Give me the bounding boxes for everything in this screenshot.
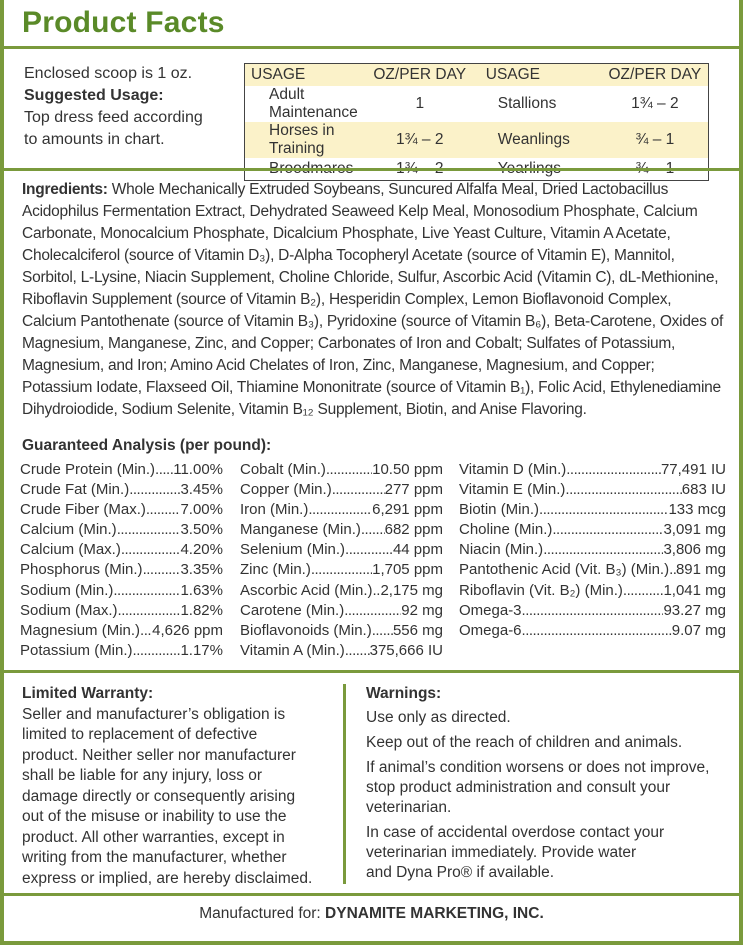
ingredients-text: Whole Mechanically Extruded Soybeans, Suncured Alfalfa Meal, Dried Lactobacillus Acidophilus Fermentation Extract, Dehydrated Seaweed Kelp Meal, Monosodium Phosphate, Calcium Carbonate, Monocalcium Phosphate, Dicalcium Phosphate, Live Yeast Culture, Vitamin A Acetate, Cholecalciferol (source of Vitamin D₃), D-Alpha Tocopheryl Acetate (source of Vitamin E), Mannitol, Sorbitol, L-Lysine, Niacin Supplement, Choline Chloride, Sulfur, Ascorbic Acid (Vitamin C), dL-Methionine, Riboflavin Supplement (source of Vitamin B₂), Hesperidin Complex, Lemon Bioflavonoid Complex, Calcium Pantothenate (source of Vitamin B₃), Pyridoxine (source of Vitamin B₆), Beta-Carotene, Oxides of Magnesium, Manganese, Zinc, and Copper; Carbonates of Iron and Cobalt; Sulfates of Potassium, Magnesium, and Iron; Amino Acid Chelates of Iron, Zinc, Manganese, Magnesium, and Copper; Potassium Iodate, Flaxseed Oil, Thiamine Mononitrate (source of Vitamin B₁), Folic Acid, Ethylenediamine Dihydroiodide, Sodium Selenite, Vitamin B₁₂ Supplement, Biotin, and Anise Flavoring. (22, 181, 724, 418)
leader-dots (140, 621, 152, 641)
analysis-value: 3.35% (180, 561, 223, 579)
analysis-row (459, 460, 726, 480)
analysis-row (240, 641, 443, 661)
analysis-label: Magnesium (Min.) (20, 621, 141, 639)
analysis-label: Sodium (Max.) (20, 601, 118, 619)
leader-dots (522, 601, 664, 621)
intro-block (24, 63, 203, 151)
warranty-line: express or implied, are hereby disclaimed. (22, 869, 313, 887)
analysis-value: 9.07 mg (671, 621, 726, 639)
leader-dots (143, 560, 181, 580)
analysis-value: 2,175 mg (380, 581, 443, 599)
warranty-block (22, 684, 322, 889)
analysis-label: Vitamin E (Min.) (459, 481, 566, 499)
analysis-row (459, 540, 726, 560)
warning-item (366, 823, 726, 883)
leader-dots (539, 500, 668, 520)
leader-dots (623, 581, 664, 601)
warning-line: and Dyna Pro® if available. (366, 864, 555, 881)
ingredients-label: Ingredients: (22, 181, 108, 198)
analysis-label: Ascorbic Acid (Min.) (240, 581, 373, 599)
analysis-value: 682 ppm (384, 521, 443, 539)
analysis-label: Crude Protein (Min.) (20, 461, 156, 478)
analysis-label: Pantothenic Acid (Vit. B₃) (Min.) (459, 561, 670, 579)
leader-dots (361, 520, 385, 540)
usage-row (245, 86, 709, 122)
leader-dots (372, 621, 393, 641)
leader-dots (146, 500, 181, 520)
analysis-column-2 (240, 460, 443, 661)
analysis-value: 4.20% (180, 541, 223, 559)
leader-dots (522, 621, 672, 641)
warranty-text (22, 705, 322, 890)
analysis-label: Iron (Min.) (240, 501, 309, 519)
analysis-value: 92 mg (401, 601, 443, 619)
warranty-line: damage directly or consequently arising (22, 787, 296, 805)
usage-cell: Horses in Training (269, 122, 335, 157)
analysis-row (459, 601, 726, 621)
analysis-row (459, 500, 726, 520)
analysis-value: 277 ppm (384, 481, 443, 499)
warranty-line: writing from the manufacturer, whether (22, 849, 287, 866)
leader-dots (332, 480, 385, 500)
warning-line: If animal’s condition worsens or does not improve, (366, 759, 710, 776)
analysis-label: Choline (Min.) (459, 521, 553, 539)
footer-divider (0, 893, 743, 896)
leader-dots (543, 540, 663, 560)
analysis-value: 93.27 mg (663, 601, 726, 619)
analysis-row (459, 520, 726, 540)
usage-cell: 1¾ – 2 (396, 131, 444, 148)
warning-line: veterinarian. (366, 799, 452, 816)
analysis-row (20, 641, 223, 661)
leader-dots (308, 500, 372, 520)
analysis-value: 3,091 mg (663, 521, 726, 539)
analysis-row (459, 581, 726, 601)
usage-header-row (245, 64, 709, 87)
analysis-row (240, 480, 443, 500)
analysis-column-1 (20, 460, 223, 661)
analysis-value: 77,491 IU (660, 461, 726, 478)
analysis-label: Niacin (Min.) (459, 541, 544, 559)
analysis-divider (0, 670, 743, 673)
usage-header: USAGE (251, 66, 306, 83)
warnings-heading: Warnings: (366, 685, 442, 702)
analysis-value: 3.50% (180, 521, 223, 539)
analysis-label: Selenium (Min.) (240, 541, 346, 559)
analysis-row (20, 540, 223, 560)
leader-dots (669, 560, 676, 580)
usage-header: OZ/PER DAY (608, 66, 702, 83)
analysis-label: Omega-3 (459, 601, 522, 619)
analysis-row (240, 601, 443, 621)
warning-line: Keep out of the reach of children and animals. (366, 734, 683, 751)
leader-dots (113, 581, 180, 601)
analysis-row (20, 621, 223, 641)
leader-dots (552, 520, 663, 540)
analysis-value: 1.63% (180, 581, 223, 599)
analysis-label: Calcium (Max.) (20, 541, 121, 559)
analysis-label: Manganese (Min.) (240, 521, 361, 539)
analysis-value: 10.50 ppm (372, 461, 443, 478)
ingredients-paragraph (22, 179, 727, 421)
suggested-usage-line-1: Top dress feed according (24, 109, 203, 126)
warranty-line: out of the misuse or inability to use the (22, 808, 287, 825)
analysis-label: Bioflavonoids (Min.) (240, 621, 372, 639)
page-title: Product Facts (22, 6, 225, 39)
leader-dots (566, 460, 661, 480)
analysis-row (459, 560, 726, 580)
footer-company: DYNAMITE MARKETING, INC. (325, 905, 544, 922)
usage-divider (0, 168, 743, 171)
warning-line: In case of accidental overdose contact your (366, 824, 665, 841)
analysis-title: Guaranteed Analysis (per pound): (22, 437, 272, 454)
analysis-label: Carotene (Min.) (240, 601, 345, 619)
analysis-row (240, 621, 443, 641)
leader-dots (311, 560, 372, 580)
analysis-column-3 (459, 460, 726, 641)
warnings-block (366, 684, 726, 888)
warning-item (366, 733, 726, 753)
analysis-row (459, 480, 726, 500)
analysis-label: Copper (Min.) (240, 481, 332, 499)
usage-cell: 1 (415, 95, 425, 112)
leader-dots (129, 480, 180, 500)
warning-item (366, 708, 726, 728)
leader-dots (121, 540, 181, 560)
footer-prefix: Manufactured for: (199, 905, 321, 922)
analysis-value: 556 mg (392, 621, 443, 639)
analysis-value: 375,666 IU (369, 641, 443, 659)
warranty-line: Seller and manufacturer’s obligation is (22, 705, 286, 723)
analysis-row (20, 581, 223, 601)
leader-dots (133, 641, 181, 661)
analysis-label: Vitamin D (Min.) (459, 461, 567, 478)
analysis-label: Phosphorus (Min.) (20, 561, 143, 579)
analysis-value: 1,041 mg (663, 581, 726, 599)
title-divider (0, 46, 743, 49)
analysis-value: 3,806 mg (663, 541, 726, 559)
analysis-row (20, 560, 223, 580)
analysis-row (20, 601, 223, 621)
leader-dots (118, 601, 181, 621)
analysis-value: 44 ppm (392, 541, 443, 559)
analysis-label: Calcium (Min.) (20, 521, 117, 539)
analysis-row (240, 581, 443, 601)
analysis-label: Sodium (Min.) (20, 581, 114, 599)
analysis-value: 3.45% (180, 481, 223, 499)
analysis-label: Cobalt (Min.) (240, 461, 326, 478)
analysis-value: 1.17% (180, 641, 223, 659)
analysis-value: 1,705 ppm (372, 561, 443, 579)
analysis-label: Zinc (Min.) (240, 561, 311, 579)
warranty-warnings-divider (343, 684, 346, 884)
analysis-label: Omega-6 (459, 621, 522, 639)
analysis-label: Potassium (Min.) (20, 641, 133, 659)
analysis-value: 11.00% (173, 461, 223, 478)
analysis-row (240, 500, 443, 520)
analysis-label: Biotin (Min.) (459, 501, 540, 519)
leader-dots (326, 460, 372, 480)
analysis-row (240, 540, 443, 560)
leader-dots (344, 601, 401, 621)
analysis-row (20, 460, 223, 480)
leader-dots (345, 540, 393, 560)
analysis-row (20, 480, 223, 500)
analysis-row (240, 460, 443, 480)
analysis-label: Crude Fiber (Max.) (20, 501, 146, 519)
warranty-line: product. Neither seller nor manufacturer (22, 746, 296, 764)
analysis-row (240, 520, 443, 540)
analysis-value: 7.00% (180, 501, 223, 519)
warranty-line: product. All other warranties, except in (22, 828, 285, 846)
usage-row (245, 122, 709, 158)
warranty-heading: Limited Warranty: (22, 685, 154, 702)
usage-cell: Adult Maintenance (269, 86, 358, 121)
leader-dots (345, 641, 370, 661)
usage-cell: Stallions (497, 95, 557, 112)
analysis-label: Vitamin A (Min.) (240, 641, 345, 659)
analysis-row (20, 500, 223, 520)
analysis-value: 683 IU (681, 481, 726, 499)
warnings-list (366, 708, 726, 883)
warning-line: veterinarian immediately. Provide water (366, 844, 637, 861)
warning-line: stop product administration and consult your (366, 779, 671, 796)
warranty-line: limited to replacement of defective (22, 726, 258, 743)
leader-dots (373, 581, 381, 601)
usage-cell: ¾ – 1 (635, 131, 675, 148)
footer (0, 905, 743, 923)
leader-dots (155, 460, 173, 480)
suggested-usage-heading: Suggested Usage: (24, 87, 164, 104)
usage-cell: 1¾ – 2 (631, 95, 679, 112)
usage-header: USAGE (485, 66, 541, 83)
leader-dots (117, 520, 181, 540)
warning-line: Use only as directed. (366, 709, 511, 726)
usage-header: OZ/PER DAY (373, 66, 467, 83)
warranty-line: shall be liable for any injury, loss or (22, 767, 263, 784)
usage-cell: Weanlings (497, 131, 570, 148)
warning-item (366, 758, 726, 818)
usage-table (244, 63, 709, 181)
analysis-row (459, 621, 726, 641)
analysis-label: Crude Fat (Min.) (20, 481, 130, 499)
analysis-value: 133 mcg (668, 501, 726, 519)
analysis-value: 6,291 ppm (372, 501, 443, 519)
analysis-value: 1.82% (180, 601, 223, 619)
suggested-usage-line-2: to amounts in chart. (24, 131, 165, 148)
analysis-value: 891 mg (675, 561, 726, 579)
scoop-text: Enclosed scoop is 1 oz. (24, 65, 193, 82)
analysis-row (240, 560, 443, 580)
analysis-row (20, 520, 223, 540)
leader-dots (565, 480, 681, 500)
analysis-label: Riboflavin (Vit. B₂) (Min.) (459, 581, 623, 599)
analysis-value: 4,626 ppm (152, 621, 223, 639)
